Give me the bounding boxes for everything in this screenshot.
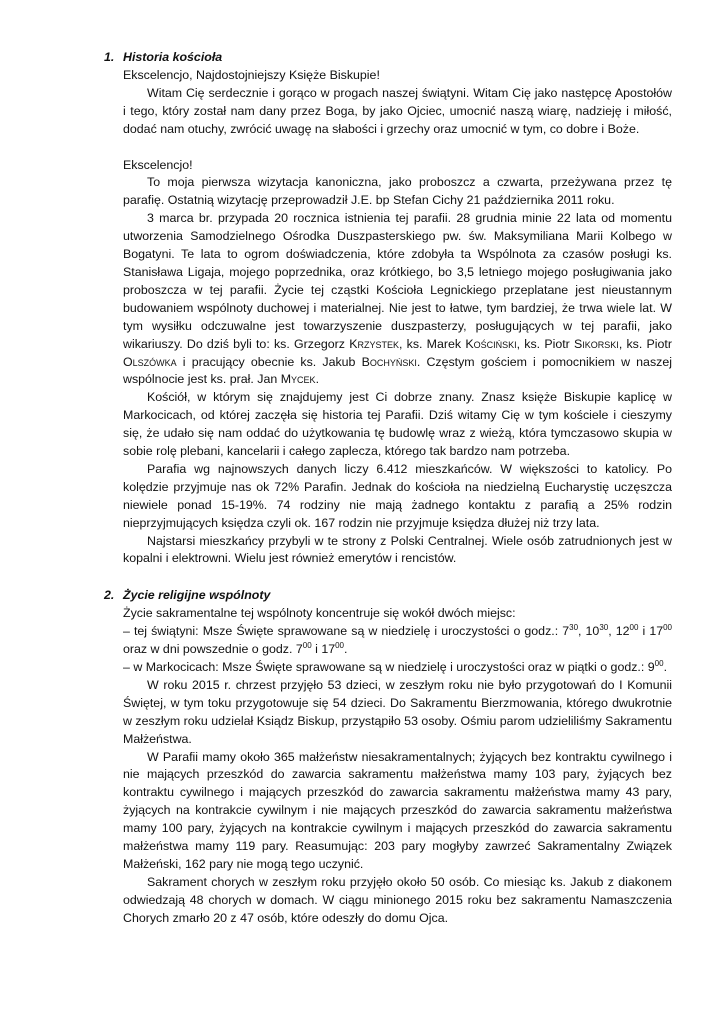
paragraph-sick: Sakrament chorych w zeszłym roku przyjęło około 50 osób. Co miesiąc ks. Jakub z diakonem odwiedzają 48 chorych w domach. W ciągu minionego 2015 roku bez sakramentu Namaszczenia Chorych zmarło 20 z 47 osób, które odeszły do domu Ojca. <box>123 874 672 925</box>
section-number: 2. <box>104 588 115 603</box>
priest-surname: Olszówka <box>123 354 177 369</box>
section-title: Życie religijne wspólnoty <box>123 588 271 603</box>
section-number: 1. <box>104 50 115 64</box>
section-title: Historia kościoła <box>123 50 223 64</box>
paragraph-visitation: To moja pierwsza wizytacja kanoniczna, jako proboszcz a czwarta, przeżywana przez tę parafię. Ostatnią wizytację przeprowadził J.E. bp Stefan Cichy 21 października 2011 roku. <box>123 175 672 208</box>
mass-schedule-church: – tej świątyni: Msze Święte sprawowane są w niedzielę i uroczystości o godz.: $7^{30}$, $10^{30}$, $12^{00}$ i $17^{00}$ oraz w dni powszednie o godz. $7^{00}$ i $17^{00}$. <box>123 623 673 657</box>
paragraph-sacraments: W roku 2015 r. chrzest przyjęło 53 dzieci, w zeszłym roku nie było przygotowań do I Komunii Świętej, w tym toku przygotowuje się 54 dzieci. Do Sakramentu Bierzmowania, którego dwukrotnie w zeszłym roku udzielał Ksiądz Biskup, przystąpiło 53 osoby. Ośmiu parom udzieliliśmy Sakramentu Małżeństwa. <box>123 677 672 746</box>
priest-surname: Mycek <box>280 372 316 387</box>
paragraph-statistics: Parafia wg najnowszych danych liczy 6.412 mieszkańców. W większości to katolicy. Po kolędzie przyjmuje nas ok 72% Parafin. Jednak do kościoła na niedzielną Eucharystię uczęszcza niewiele ponad 15-19%. 74 rodziny nie mają żadnego kontaktu z parafią a 25% rodzin nieprzyjmujących księdza czyli ok. 167 rodzin nie przyjmuje księdza dłużej niż trzy lata. <box>123 461 672 530</box>
section-heading <box>104 587 672 605</box>
spacer <box>123 568 672 587</box>
priest-surname: Krzystek <box>349 336 399 351</box>
paragraph-residents: Najstarsi mieszkańcy przybyli w te strony z Polski Centralnej. Wiele osób zatrudnionych jest w kopalni i elektrowni. Wielu jest również emerytów i rencistów. <box>123 533 672 566</box>
paragraph-marriages: W Parafii mamy około 365 małżeństw niesakramentalnych; żyjących bez kontraktu cywilnego i nie mających przeszkód do zawarcia sakramentu małżeństwa mamy 103 pary, żyjących bez kontraktu cywilnego i mających przeszkód do zawarcia sakramentu małżeństwa mamy 43 pary, żyjących na kontrakcie cywilnym i nie mających przeszkód do zawarcia sakramentu małżeństwa mamy 100 pary, żyjących na kontrakcie cywilnym i mających przeszkód do zawarcia sakramentu małżeństwa mamy 119 pary. Reasumując: 203 pary mogłyby zawrzeć Sakramentalny Związek Małżeński, 162 pary nie mogą tego uczynić. <box>123 749 672 871</box>
spacer <box>123 139 672 157</box>
paragraph-intro: Życie sakramentalne tej wspólnoty koncentruje się wokół dwóch miejsc: <box>123 606 516 621</box>
section-heading <box>104 49 672 67</box>
document-body <box>104 49 673 928</box>
salutation: Ekscelencjo! <box>123 157 193 172</box>
paragraph-anniversary: 3 marca br. przypada 20 rocznica istnienia tej parafii. 28 grudnia minie 22 lata od momentu utworzenia Samodzielnego Ośrodka Duszpasterskiego pw. św. Maksymiliana Marii Kolbego w Bogatyni. Te lata to ogrom doświadczenia, które zdobyła ta Wspólnota za czasów posługi ks. Stanisława Ligaja, mojego poprzednika, oraz krótkiego, bo 3,5 letniego mojego posługiwania jako proboszcza w tej parafii. Życie tej cząstki Kościoła Legnickiego przeplatane jest nieustannym budowaniem wspólnoty duchowej i materialnej. Nie jest to łatwe, tym bardziej, że trwa wiele lat. W tym wysiłku odczuwalne jest towarzyszenie duszpasterzy, posługujących w tej parafii, jako wikariuszy. Do dziś byli to: ks. Grzegorz Krzystek, ks. Marek Kościński, ks. Piotr Sikorski, ks. Piotr Olszówka i pracujący obecnie ks. Jakub Bochyński. Częstym gościem i pomocnikiem w naszej wspólnocie jest ks. prał. Jan Mycek. <box>123 211 672 387</box>
paragraph-welcome: Witam Cię serdecznie i gorąco w progach naszej świątyni. Witam Cię jako następcę Apostołów i tego, który został nam dany przez Boga, by jako Ojciec, umocnić naszą wiarę, nadzieję i miłość, dodać nam otuchy, zwrócić uwagę na słabości i grzechy oraz umocnić w tym, co dobre i Boże. <box>123 85 672 136</box>
priest-surname: Kościński <box>465 336 517 351</box>
priest-surname: Bochyński <box>361 354 417 369</box>
priest-surname: Sikorski <box>574 336 619 351</box>
mass-schedule-markocice: – w Markocicach: Msze Święte sprawowane są w niedzielę i uroczystości oraz w piątki o godz.: $9^{00}$. <box>123 659 668 674</box>
salutation: Ekscelencjo, Najdostojniejszy Księże Biskupie! <box>123 67 380 82</box>
paragraph-church: Kościół, w którym się znajdujemy jest Ci dobrze znany. Znasz księże Biskupie kaplicę w Markocicach, od której zaczęła się historia tej Parafii. Dziś witamy Cię w tym kościele i cieszymy się, że udało się nam oddać do użytkowania tę budowlę wraz z wieżą, która tymczasowo skupia w sobie rolę plebani, kancelarii i całego zaplecza, którego tak bardzo nam potrzeba. <box>123 390 672 459</box>
